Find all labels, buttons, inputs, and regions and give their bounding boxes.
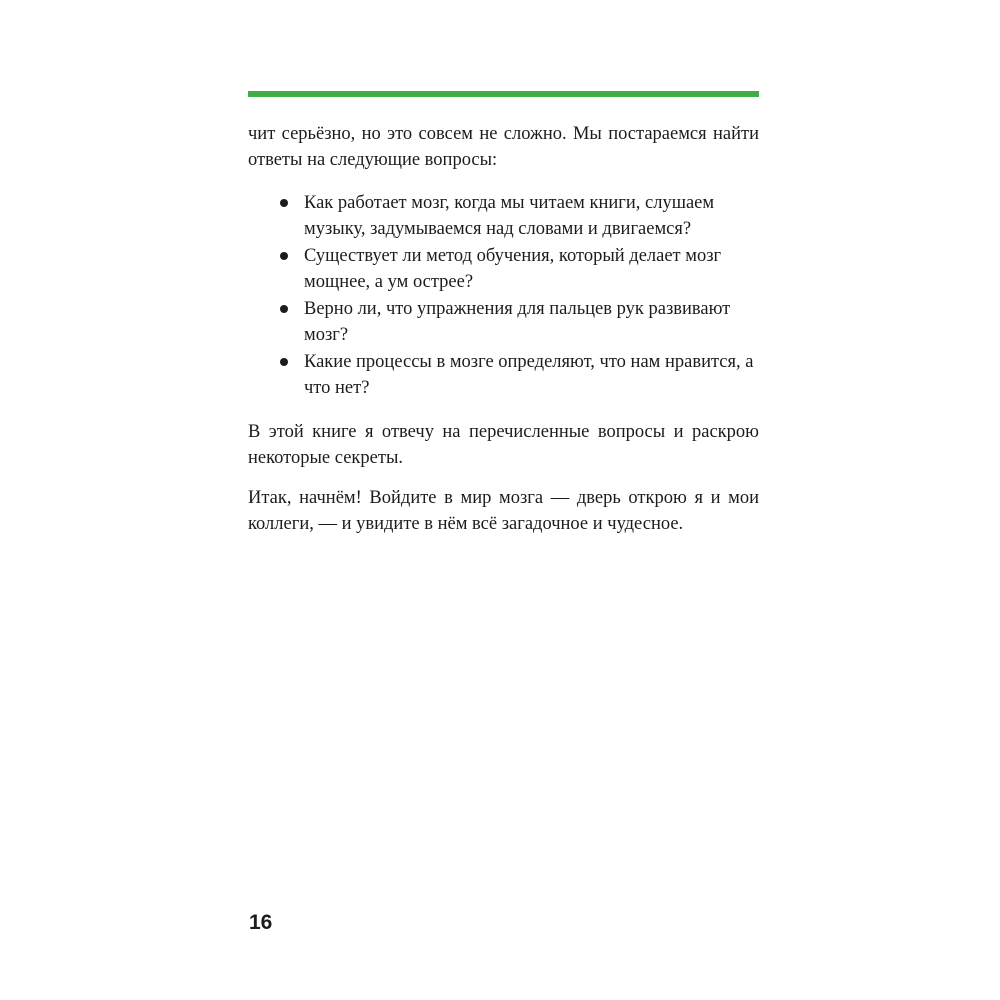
- answer-paragraph: В этой книге я отвечу на перечисленные вопросы и раскрою некоторые секреты.: [248, 422, 759, 468]
- question-text: Существует ли метод обучения, который делает мозг мощнее, а ум острее?: [304, 246, 722, 292]
- page-number: 16: [249, 911, 273, 934]
- bullet-icon: [280, 252, 288, 260]
- top-accent-rule: [248, 91, 759, 97]
- page-body: [248, 121, 759, 537]
- question-text: Какие процессы в мозге определяют, что нам нравится, а что нет?: [304, 352, 754, 398]
- closing-paragraph: Итак, начнём! Войдите в мир мозга — дверь открою я и мои коллеги, — и увидите в нём всё загадочное и чудесное.: [248, 488, 759, 534]
- question-text: Верно ли, что упражнения для пальцев рук развивают мозг?: [304, 299, 731, 345]
- bullet-icon: [280, 305, 288, 313]
- question-text: Как работает мозг, когда мы читаем книги, слушаем музыку, задумываемся над словами и двигаемся?: [304, 193, 715, 239]
- questions-list: [248, 190, 759, 401]
- list-item: [248, 296, 759, 348]
- list-item: [248, 349, 759, 401]
- bullet-icon: [280, 358, 288, 366]
- intro-paragraph: чит серьёзно, но это совсем не сложно. Мы постараемся найти ответы на следующие вопросы:: [248, 124, 759, 170]
- list-item: [248, 190, 759, 242]
- bullet-icon: [280, 199, 288, 207]
- list-item: [248, 243, 759, 295]
